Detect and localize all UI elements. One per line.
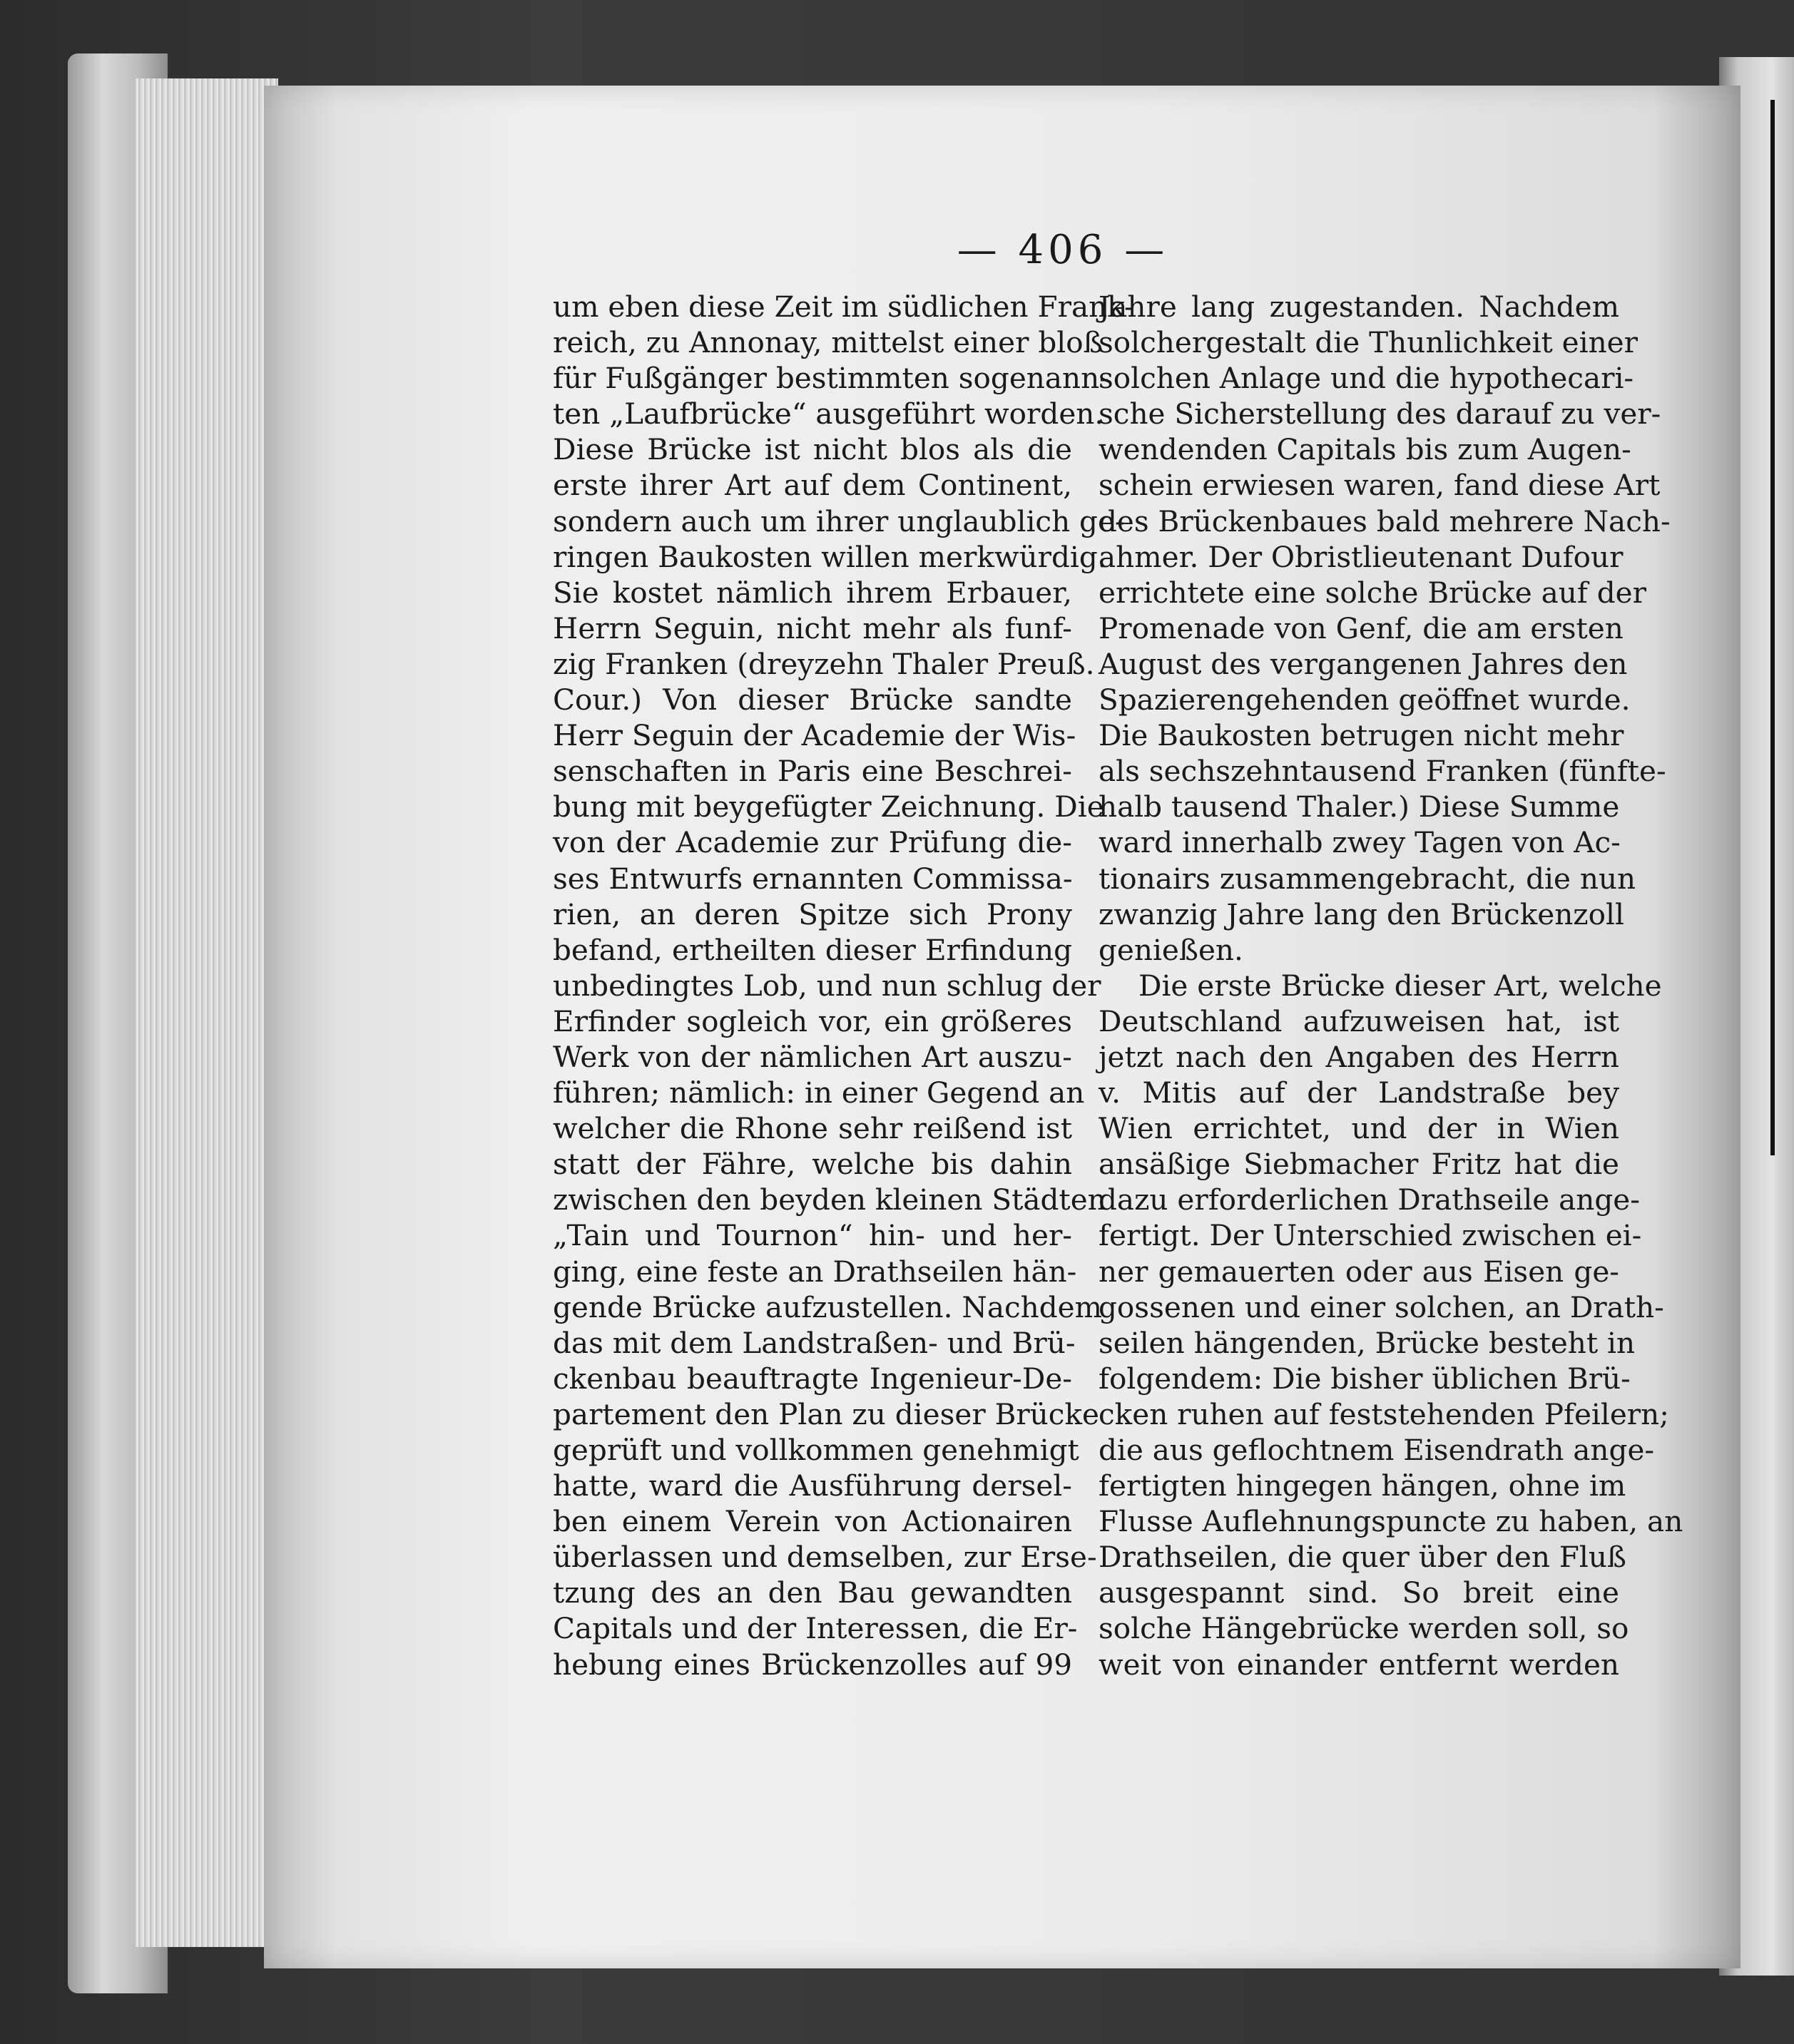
text-column-left xyxy=(553,289,1134,1682)
text-line: Drathseilen, die quer über den Fluß xyxy=(1099,1540,1626,1575)
text-line: von der Academie zur Prüfung die- xyxy=(553,825,1072,860)
text-line: seilen hängenden, Brücke besteht in xyxy=(1099,1325,1636,1360)
text-line: welcher die Rhone sehr reißend ist xyxy=(553,1111,1072,1146)
text-line: Promenade von Genf, die am ersten xyxy=(1099,610,1624,645)
text-line: senschaften in Paris eine Beschrei- xyxy=(553,754,1072,789)
text-line: folgendem: Die bisher üblichen Brü- xyxy=(1099,1361,1631,1396)
text-line: ben einem Verein von Actionairen xyxy=(553,1504,1072,1539)
gutter-shadow xyxy=(1770,100,1775,1155)
text-line: Capitals und der Interessen, die Er- xyxy=(553,1611,1078,1646)
text-line: ging, eine feste an Drathseilen hän- xyxy=(553,1254,1077,1289)
text-line: partement den Plan zu dieser Brücke xyxy=(553,1396,1099,1431)
text-line: ward innerhalb zwey Tagen von Ac- xyxy=(1099,825,1621,860)
text-line: gende Brücke aufzustellen. Nachdem xyxy=(553,1289,1103,1324)
text-line: ausgespannt sind. So breit eine xyxy=(1099,1575,1619,1610)
text-line: fertigten hingegen hängen, ohne im xyxy=(1099,1468,1626,1503)
text-line: Diese Brücke ist nicht blos als die xyxy=(553,432,1072,467)
text-line: Herr Seguin der Academie der Wis- xyxy=(553,718,1076,753)
text-line: solchergestalt die Thunlichkeit einer xyxy=(1099,325,1638,360)
text-line: zwanzig Jahre lang den Brückenzoll xyxy=(1099,896,1624,931)
text-line: Werk von der nämlichen Art auszu- xyxy=(553,1039,1072,1074)
text-line: um eben diese Zeit im südlichen Frank- xyxy=(553,290,1134,324)
text-line: rien, an deren Spitze sich Prony xyxy=(553,896,1072,931)
text-line: ten „Laufbrücke“ ausgeführt worden. xyxy=(553,397,1104,431)
text-line: genießen. xyxy=(1099,932,1243,967)
text-line: zig Franken (dreyzehn Thaler Preuß. xyxy=(553,646,1095,681)
text-line: fertigt. Der Unterschied zwischen ei- xyxy=(1099,1218,1642,1253)
text-line: hebung eines Brückenzolles auf 99 xyxy=(553,1647,1072,1682)
text-line: geprüft und vollkommen genehmigt xyxy=(553,1433,1079,1467)
text-line: Jahre lang zugestanden. Nachdem xyxy=(1099,290,1619,324)
page-edges xyxy=(136,78,278,1947)
text-line: gossenen und einer solchen, an Drath- xyxy=(1099,1289,1664,1324)
text-line: cken ruhen auf feststehenden Pfeilern; xyxy=(1099,1396,1669,1431)
text-line: sondern auch um ihrer unglaublich ge- xyxy=(553,504,1125,538)
text-line: Flusse Auflehnungspuncte zu haben, an xyxy=(1099,1504,1683,1539)
text-line: reich, zu Annonay, mittelst einer bloß xyxy=(553,325,1103,360)
text-line: August des vergangenen Jahres den xyxy=(1099,646,1628,681)
text-line: Deutschland aufzuweisen hat, ist xyxy=(1099,1003,1619,1038)
text-column-right xyxy=(1099,289,1683,1682)
text-line: „Tain und Tournon“ hin- und her- xyxy=(553,1218,1072,1253)
text-line: unbedingtes Lob, und nun schlug der xyxy=(553,968,1101,1003)
text-line: bung mit beygefügter Zeichnung. Die xyxy=(553,790,1104,824)
text-line: jetzt nach den Angaben des Herrn xyxy=(1099,1039,1619,1074)
text-line: sche Sicherstellung des darauf zu ver- xyxy=(1099,397,1661,431)
text-line: als sechszehntausend Franken (fünfte- xyxy=(1099,754,1666,789)
text-line: Die erste Brücke dieser Art, welche xyxy=(1138,968,1662,1003)
text-line: wendenden Capitals bis zum Augen- xyxy=(1099,432,1631,467)
text-line: tionairs zusammengebracht, die nun xyxy=(1099,861,1636,896)
text-line: Erfinder sogleich vor, ein größeres xyxy=(553,1003,1072,1038)
text-line: Spazierengehenden geöffnet wurde. xyxy=(1099,683,1631,717)
text-line: ner gemauerten oder aus Eisen ge- xyxy=(1099,1254,1619,1289)
text-line: solchen Anlage und die hypothecari- xyxy=(1099,361,1634,396)
text-line: ringen Baukosten willen merkwürdig. xyxy=(553,539,1107,574)
text-line: schein erwiesen waren, fand diese Art xyxy=(1099,468,1661,503)
text-line: ckenbau beauftragte Ingenieur-De- xyxy=(553,1361,1072,1396)
text-line: Cour.) Von dieser Brücke sandte xyxy=(553,683,1072,717)
text-line: ansäßige Siebmacher Fritz hat die xyxy=(1099,1147,1619,1182)
page-number: — 406 — xyxy=(957,227,1169,273)
text-line: Die Baukosten betrugen nicht mehr xyxy=(1099,718,1624,753)
text-line: Sie kostet nämlich ihrem Erbauer, xyxy=(553,575,1072,610)
text-line: des Brückenbaues bald mehrere Nach- xyxy=(1099,504,1671,538)
text-line: Herrn Seguin, nicht mehr als funf- xyxy=(553,610,1072,645)
text-line: ses Entwurfs ernannten Commissa- xyxy=(553,861,1073,896)
text-line: tzung des an den Bau gewandten xyxy=(553,1575,1072,1610)
text-line: Wien errichtet, und der in Wien xyxy=(1099,1111,1619,1146)
text-line: errichtete eine solche Brücke auf der xyxy=(1099,575,1646,610)
text-line: solche Hängebrücke werden soll, so xyxy=(1099,1611,1629,1646)
text-line: überlassen und demselben, zur Erse- xyxy=(553,1540,1097,1575)
text-line: halb tausend Thaler.) Diese Summe xyxy=(1099,790,1620,824)
text-line: dazu erforderlichen Drathseile ange- xyxy=(1099,1182,1640,1217)
text-line: hatte, ward die Ausführung dersel- xyxy=(553,1468,1072,1503)
text-line: befand, ertheilten dieser Erfindung xyxy=(553,932,1072,967)
text-line: ahmer. Der Obristlieutenant Dufour xyxy=(1099,539,1624,574)
text-line: das mit dem Landstraßen- und Brü- xyxy=(553,1325,1076,1360)
text-line: statt der Fähre, welche bis dahin xyxy=(553,1147,1072,1182)
text-line: die aus geflochtnem Eisendrath ange- xyxy=(1099,1433,1655,1467)
text-line: v. Mitis auf der Landstraße bey xyxy=(1099,1075,1619,1110)
text-line: zwischen den beyden kleinen Städten xyxy=(553,1182,1106,1217)
text-line: weit von einander entfernt werden xyxy=(1099,1647,1619,1682)
text-line: für Fußgänger bestimmten sogenann- xyxy=(553,361,1109,396)
text-line: führen; nämlich: in einer Gegend an xyxy=(553,1075,1085,1110)
text-line: erste ihrer Art auf dem Continent, xyxy=(553,468,1072,503)
